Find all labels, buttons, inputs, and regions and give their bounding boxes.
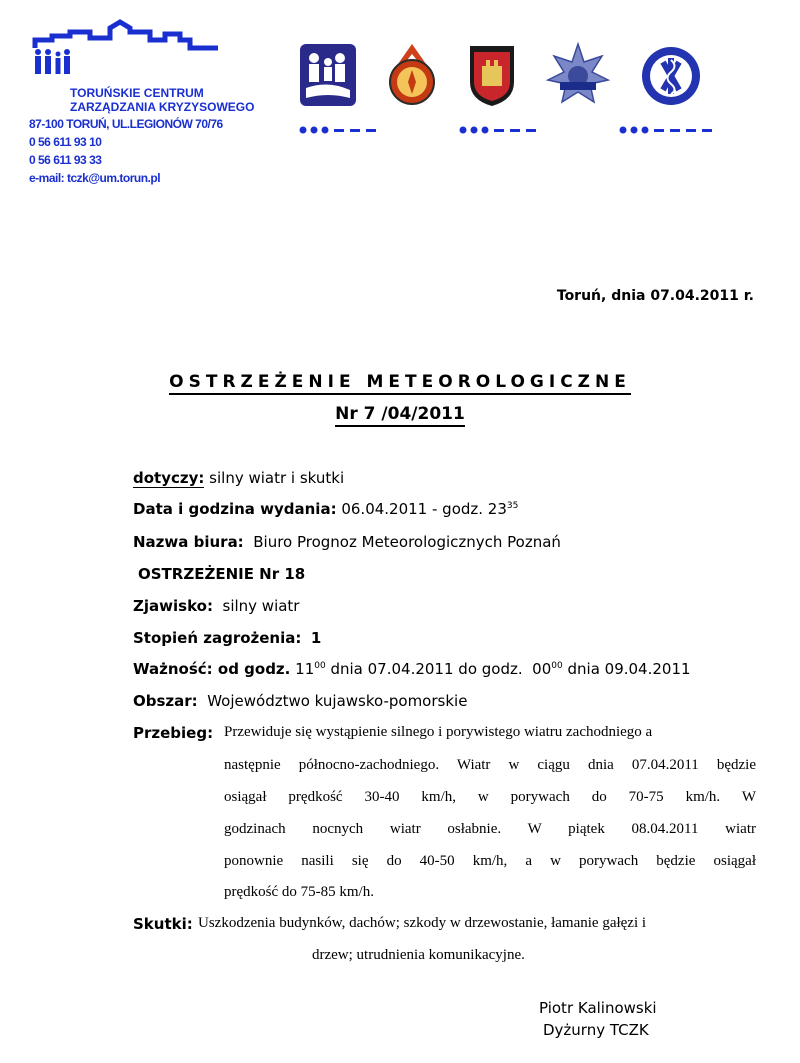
org-email: e-mail: tczk@um.torun.pl — [29, 171, 161, 185]
field-validity: Ważność: od godz. $11^{00}$ dnia 07.04.2011 do godz. $00^{00}$ dnia 09.04.2011 — [133, 660, 691, 678]
course-line-5: ponownie nasili się do 40-50 km/h, a w porywach będzie osiągał — [224, 853, 756, 869]
police-star-icon — [546, 42, 606, 108]
city-guard-icon — [462, 42, 522, 108]
course-line-3: osiągał prędkość 30-40 km/h, w porywach do 70-75 km/h. W — [224, 789, 756, 805]
field-course-label: Przebieg: — [133, 724, 214, 742]
org-name-line2: ZARZĄDZANIA KRYZYSOWEGO — [70, 100, 255, 114]
field-office: Nazwa biura: Biuro Prognoz Meteorologicznych Poznań — [133, 533, 561, 551]
course-line-1: Przewiduje się wystąpienie silnego i porywistego wiatru zachodniego a — [224, 724, 653, 740]
emblem-divider-1 — [298, 123, 408, 137]
field-warning-number: OSTRZEŻENIE Nr 18 — [138, 565, 306, 583]
signature-role: Dyżurny TCZK — [543, 1021, 649, 1039]
org-address: 87-100 TORUŃ, UL.LEGIONÓW 70/76 — [29, 117, 223, 131]
city-skyline-icon — [30, 18, 220, 78]
course-line-4: godzinach nocnych wiatr osłabnie. W piątek 08.04.2011 wiatr — [224, 821, 756, 837]
course-line-2: następnie północno-zachodniego. Wiatr w ciągu dnia 07.04.2011 będzie — [224, 757, 756, 773]
emblem-divider-3 — [618, 123, 738, 137]
field-dotyczy: dotyczy: silny wiatr i skutki — [133, 469, 345, 487]
family-welfare-icon — [298, 42, 358, 108]
org-phone-2: 0 56 611 93 33 — [29, 153, 102, 167]
field-area: Obszar: Województwo kujawsko-pomorskie — [133, 692, 468, 710]
field-effects-label: Skutki: — [133, 915, 193, 933]
fire-brigade-icon — [382, 42, 442, 108]
medical-rescue-icon — [640, 42, 700, 108]
effects-line-2: drzew; utrudnienia komunikacyjne. — [312, 947, 525, 963]
field-threat-level: Stopień zagrożenia: 1 — [133, 629, 322, 647]
field-phenomenon: Zjawisko: silny wiatr — [133, 597, 300, 615]
place-date: Toruń, dnia 07.04.2011 r. — [556, 288, 754, 304]
document-number: Nr 7 /04/2011 — [0, 404, 800, 424]
org-phone-1: 0 56 611 93 10 — [29, 135, 102, 149]
effects-line-1: Uszkodzenia budynków, dachów; szkody w drzewostanie, łamanie gałęzi i — [198, 915, 647, 931]
course-line-6: prędkość do 75-85 km/h. — [224, 884, 374, 900]
document-title: OSTRZEŻENIE METEOROLOGICZNE — [0, 372, 800, 392]
org-name-line1: TORUŃSKIE CENTRUM — [70, 86, 204, 100]
emblem-divider-2 — [458, 123, 568, 137]
field-issued: Data i godzina wydania: 06.04.2011 - godz. $23^{35}$ — [133, 500, 519, 518]
signature-name: Piotr Kalinowski — [539, 999, 657, 1017]
